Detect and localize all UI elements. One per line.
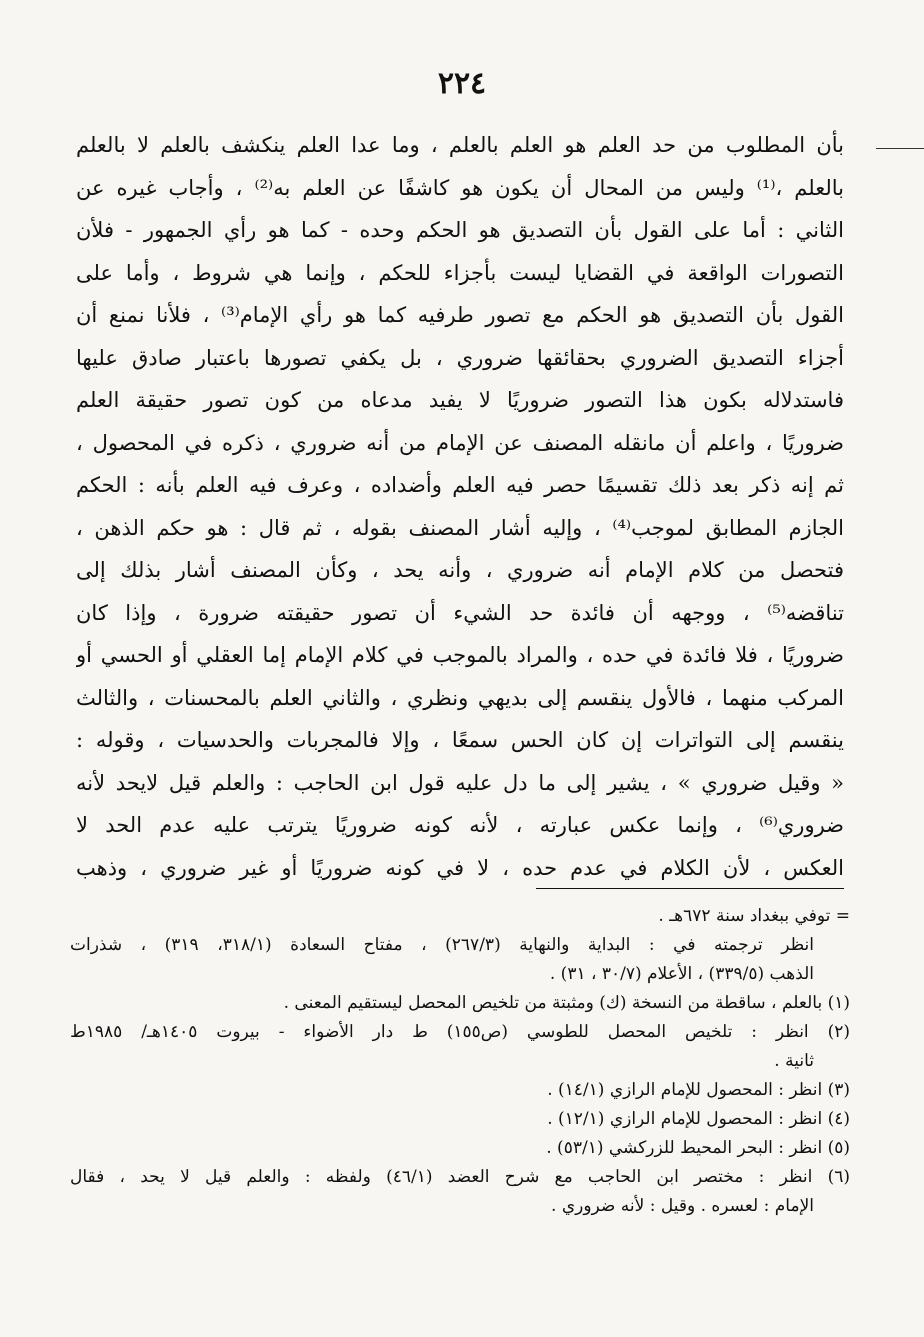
margin-mark xyxy=(876,148,924,149)
footnote-line: الذهب (٣٣٩/٥) ، الأعلام (٣٠/٧ ، ٣١) . xyxy=(549,964,814,984)
body-line: فاستدلاله بكون هذا التصور ضروريًا لا يفيد مدعاه من كون تصور حقيقة العلم xyxy=(76,388,844,412)
body-line: ضروريًا ، فلا فائدة في حده ، والمراد بالموجب في كلام الإمام إما العقلي أو الحسي أو xyxy=(76,643,844,667)
footnote-line: ثانية . xyxy=(774,1051,814,1071)
footnote-separator xyxy=(536,888,844,889)
page-number: ٢٢٤ xyxy=(437,66,487,101)
body-line: الثاني : أما على القول بأن التصديق هو الحكم وحده - كما هو رأي الجمهور - فلأن xyxy=(76,218,844,242)
body-line: ضروريًا ، واعلم أن مانقله المصنف عن الإمام من أنه ضروري ، ذكره في المحصول ، xyxy=(76,430,844,455)
body-line: فتحصل من كلام الإمام أنه ضروري ، وأنه يحد ، وكأن المصنف أشار بذلك إلى xyxy=(76,558,844,582)
footnote-5: (٥) انظر : البحر المحيط للزركشي (٥٣/١) . xyxy=(546,1138,850,1158)
body-line: التصورات الواقعة في القضايا ليست بأجزاء للحكم ، وإنما هي شروط ، وأما على xyxy=(76,260,844,285)
footnote-4: (٤) انظر : المحصول للإمام الرازي (١٢/١) . xyxy=(547,1109,850,1129)
body-line: تناقضه⁽⁵⁾ ، ووجهه أن فائدة حد الشيء أن تصور حقيقته ضرورة ، وإذا كان xyxy=(76,600,844,625)
body-line: ضروري⁽⁶⁾ ، وإنما عكس عبارته ، لأنه كونه ضروريًا يترتب عليه عدم الحد لا xyxy=(76,813,844,837)
body-line: القول بأن التصديق هو الحكم مع تصور طرفيه كما هو رأي الإمام⁽³⁾ ، فلأنا نمنع أن xyxy=(76,303,844,327)
footnote-6: (٦) انظر : مختصر ابن الحاجب مع شرح العضد (٤٦/١) ولفظه : والعلم قيل لا يحد ، فقال xyxy=(70,1167,850,1187)
footnote-1: (١) بالعلم ، ساقطة من النسخة (ك) ومثبتة من تلخيص المحصل ليستقيم المعنى . xyxy=(283,993,850,1013)
body-line: ثم إنه ذكر بعد ذلك تقسيمًا حصر فيه العلم وأضداده ، وعرف فيه العلم بأنه : الحكم xyxy=(76,473,844,497)
body-line: بأن المطلوب من حد العلم هو العلم بالعلم ، وما عدا العلم ينكشف بالعلم لا بالعلم xyxy=(76,133,844,157)
footnotes xyxy=(70,902,850,1221)
body-line: ينقسم إلى التواترات إن كان الحس سمعًا ، وإلا فالمجربات والحدسيات ، وقوله : xyxy=(76,728,844,752)
body-line: الجازم المطابق لموجب⁽⁴⁾ ، وإليه أشار المصنف بقوله ، ثم قال : هو حكم الذهن ، xyxy=(76,515,844,540)
footnote-2: (٢) انظر : تلخيص المحصل للطوسي (ص١٥٥) ط دار الأضواء - بيروت ١٤٠٥هـ/ ١٩٨٥ط xyxy=(70,1022,850,1042)
body-line: المركب منهما ، فالأول ينقسم إلى بديهي ونظري ، والثاني العلم بالمحسنات ، والثالث xyxy=(76,685,844,710)
body-line: « وقيل ضروري » ، يشير إلى ما دل عليه قول ابن الحاجب : والعلم قيل لايحد لأنه xyxy=(76,770,844,795)
footnote-line: الإمام : لعسره . وقيل : لأنه ضروري . xyxy=(551,1196,814,1216)
footnote-line: انظر ترجمته في : البداية والنهاية (٢٦٧/٣) ، مفتاح السعادة (٣١٨/١، ٣١٩) ، شذرات xyxy=(70,935,815,955)
body-line: بالعلم ،⁽¹⁾ وليس من المحال أن يكون هو كاشفًا عن العلم به⁽²⁾ ، وأجاب غيره عن xyxy=(76,175,844,200)
body-line: أجزاء التصديق الضروري بحقائقها ضروري ، بل يكفي تصورها باعتبار صادق عليها xyxy=(76,345,844,370)
footnote-3: (٣) انظر : المحصول للإمام الرازي (١٤/١) . xyxy=(547,1080,850,1100)
body-line: العكس ، لأن الكلام في عدم حده ، لا في كونه ضروريًا أو غير ضروري ، وذهب xyxy=(76,855,844,880)
footnote-line: = توفي ببغداد سنة ٦٧٢هـ . xyxy=(658,906,850,926)
body-text xyxy=(76,124,844,889)
